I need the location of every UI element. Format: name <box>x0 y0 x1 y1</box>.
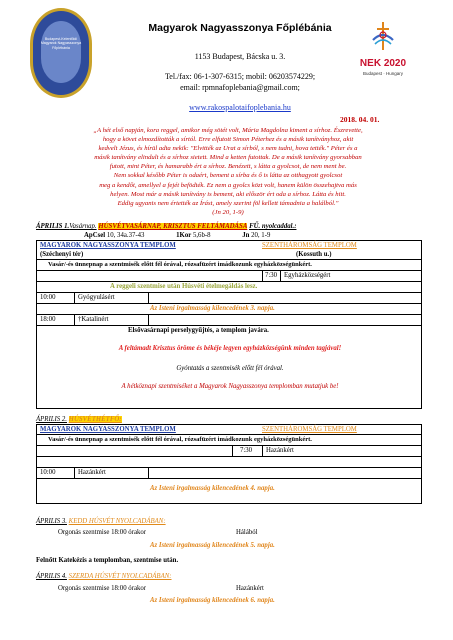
reading-ref: 10, 34a.37-43 <box>106 232 145 239</box>
confession-note: Gyóntatás a szentmisék előtt fél órával. <box>176 365 284 372</box>
contact-info <box>120 71 360 93</box>
parish-logo-text: Budapest-Kelenföldi Magyarok Nagyasszonya Főplébánia <box>40 37 82 50</box>
divider <box>36 456 422 457</box>
parish-title: Magyarok Nagyasszonya Főplébánia <box>148 22 332 34</box>
website-link[interactable]: www.rakospalotaifoplebania.hu <box>189 103 291 112</box>
divider <box>262 270 263 281</box>
april1-readings <box>84 231 414 240</box>
novena-note: Az Isteni irgalmasság kilencedének 5. napja. <box>150 542 275 549</box>
weekday-note: A hétköznapi szentmiséket a Magyarok Nagyasszonya templomban mutatjuk be! <box>121 383 339 390</box>
april1-tail: FŰ. nyolcaddal.: <box>249 223 297 230</box>
bulletin-date: 2018. 04. 01. <box>340 115 380 124</box>
april3-intention: Hálából <box>236 529 258 536</box>
parish-logo-inner <box>41 21 81 83</box>
april2-feast: HÚSVÉTHÉTFŐ: <box>68 416 122 423</box>
april3-mass: Orgonás szentmise 18:00 órakor <box>58 529 147 536</box>
nek-title: NEK 2020 <box>359 58 407 69</box>
mass-time: 7:30 <box>240 447 253 454</box>
reading-book: ApCsel <box>84 232 106 239</box>
mass-intention: †Katalinért <box>78 316 109 323</box>
april4-intention: Hazánkért <box>236 585 264 592</box>
quote-line: „A hét első napján, kora reggel, amikor még sötét volt, Mária Magdolna kiment a sírhoz. Észrevette, <box>93 127 363 134</box>
divider <box>148 314 149 325</box>
divider <box>280 270 281 281</box>
quote-line: hogy a követ elmozdították a sírtól. Erre elfutott Simon Péterhez és a másik tanítványhoz, akit <box>102 136 354 144</box>
quote-reference: (Jn 20, 1-9) <box>212 208 244 216</box>
catechesis-note: Felnőtt Katekézis a templomban, szentmise után. <box>36 557 179 564</box>
novena-note: Az Isteni irgalmasság kilencedének 6. napja. <box>150 597 275 604</box>
divider <box>232 445 233 456</box>
mass-time: 10:00 <box>40 294 56 301</box>
quote-line: Eddig ugyanis nem értették az Írást, amely szerint föl kellett támadnia a halálból." <box>117 199 339 207</box>
mass-time: 18:00 <box>40 316 56 323</box>
reading-book: Jn <box>242 232 250 239</box>
church-right-name: SZENTHÁROMSÁG TEMPLOM <box>262 242 357 249</box>
mass-intention: Gyógyulásért <box>78 294 115 301</box>
quote-line: helyen. Most már a másik tanítvány is bement, aki először ért oda a sírhoz. Látta és hitt. <box>110 190 346 198</box>
rosary-note: Vasár/-és ünnepnap a szentmisék előtt fél órával, rózsafüzért imádkozunk egyházközségünkért. <box>48 436 312 443</box>
april2-heading <box>36 415 122 424</box>
church-left-name: MAGYAROK NAGYASSZONYA TEMPLOM <box>40 426 176 433</box>
april4-day: ÁPRILIS 4. <box>36 573 67 580</box>
quote-line: meg a kendőt, amellyel a fejét befödték. Ez nem a gyolcs közt volt, hanem külön összehajtva más <box>99 181 357 189</box>
april4-feast: SZERDA HÚSVÉT NYOLCADÁBAN: <box>68 573 172 580</box>
tel-line: Tel./fax: 06-1-307-6315; mobil: 06203574229; <box>164 72 316 81</box>
mass-intention: Hazánkért <box>266 447 294 454</box>
divider <box>36 270 422 271</box>
mass-intention: Hazánkért <box>78 469 106 476</box>
email-line: email: rpmnafoplebania@gmail.com; <box>180 83 300 92</box>
reading-ref: 20, 1-9 <box>251 232 271 239</box>
blessing-note: A reggeli szentmise után Húsvéti ételmegáldás lesz. <box>110 283 258 290</box>
divider <box>74 292 75 303</box>
mass-time: 7:30 <box>265 272 278 279</box>
divider <box>262 445 263 456</box>
gospel-quote <box>36 126 420 217</box>
april4-mass: Orgonás szentmise 18:00 órakor <box>58 585 147 592</box>
april2-day: ÁPRILIS 2. <box>36 416 67 423</box>
parish-logo <box>30 8 92 98</box>
divider <box>36 445 422 446</box>
divider <box>36 478 422 479</box>
april1-day: ÁPRILIS 1. <box>36 223 70 230</box>
april3-heading <box>36 517 166 526</box>
nek-subtitle: Budapest · Hungary <box>362 71 404 76</box>
divider <box>148 292 149 303</box>
church-left-name: MAGYAROK NAGYASSZONYA TEMPLOM <box>40 242 176 249</box>
april1-feast: HÚSVÉTVASÁRNAP, KRISZTUS FELTÁMADÁSA <box>98 223 248 230</box>
april1-heading <box>36 222 426 231</box>
easter-greeting: A feltámadt Krisztus öröme és békéje legyen egyházközségünk minden tagjával! <box>118 345 342 352</box>
quote-line: másik tanítvány elindult és a sírhoz sietett. Mind a ketten futottak. De a másik tanítvány gyorsabban <box>94 154 362 162</box>
church-left-sub: (Széchenyi tér) <box>40 251 84 258</box>
quote-line: kedvelt Jézus, és hírül adta nekik: "Elvitték az Urat a sírból, s nem tudni, hova tették." Péter és a <box>98 145 358 153</box>
quote-line: Nem sokkal később Péter is odaért, bement a sírba és ő is látta az otthagyott gyolcsot <box>113 172 343 180</box>
quote-line: futott, mint Péter, és hamarabb ért a sírhoz. Benézett, s látta a gyolcsot, de nem ment be. <box>109 163 347 171</box>
april4-heading <box>36 572 172 581</box>
april3-day: ÁPRILIS 3. <box>36 518 67 525</box>
mass-intention: Egyházközségért <box>284 272 331 279</box>
church-right-name: SZENTHÁROMSÁG TEMPLOM <box>262 426 357 433</box>
cross-icon <box>370 20 396 52</box>
church-right-sub: (Kossuth u.) <box>296 251 332 258</box>
parish-address: 1153 Budapest, Bácska u. 3. <box>194 52 286 61</box>
rosary-note: Vasár/-és ünnepnap a szentmisék előtt fél órával, rózsafüzért imádkozunk egyházközségünkért. <box>48 261 312 268</box>
novena-note: Az Isteni irgalmasság kilencedének 4. napja. <box>150 485 275 492</box>
divider <box>74 314 75 325</box>
reading-ref: 5,6b-8 <box>192 232 211 239</box>
novena-note: Az Isteni irgalmasság kilencedének 3. napja. <box>150 305 275 312</box>
reading-book: 1Kor <box>176 232 192 239</box>
april1-day-sub: Vasárnap. <box>69 223 97 230</box>
nek-logo <box>348 20 418 100</box>
mass-time: 10:00 <box>40 469 56 476</box>
collection-note: Elsővasárnapi perselygyűjtés, a templom javára. <box>128 327 269 334</box>
divider <box>74 467 75 478</box>
divider <box>148 467 149 478</box>
april3-feast: KEDD HÚSVÉT NYOLCADÁBAN: <box>68 518 166 525</box>
